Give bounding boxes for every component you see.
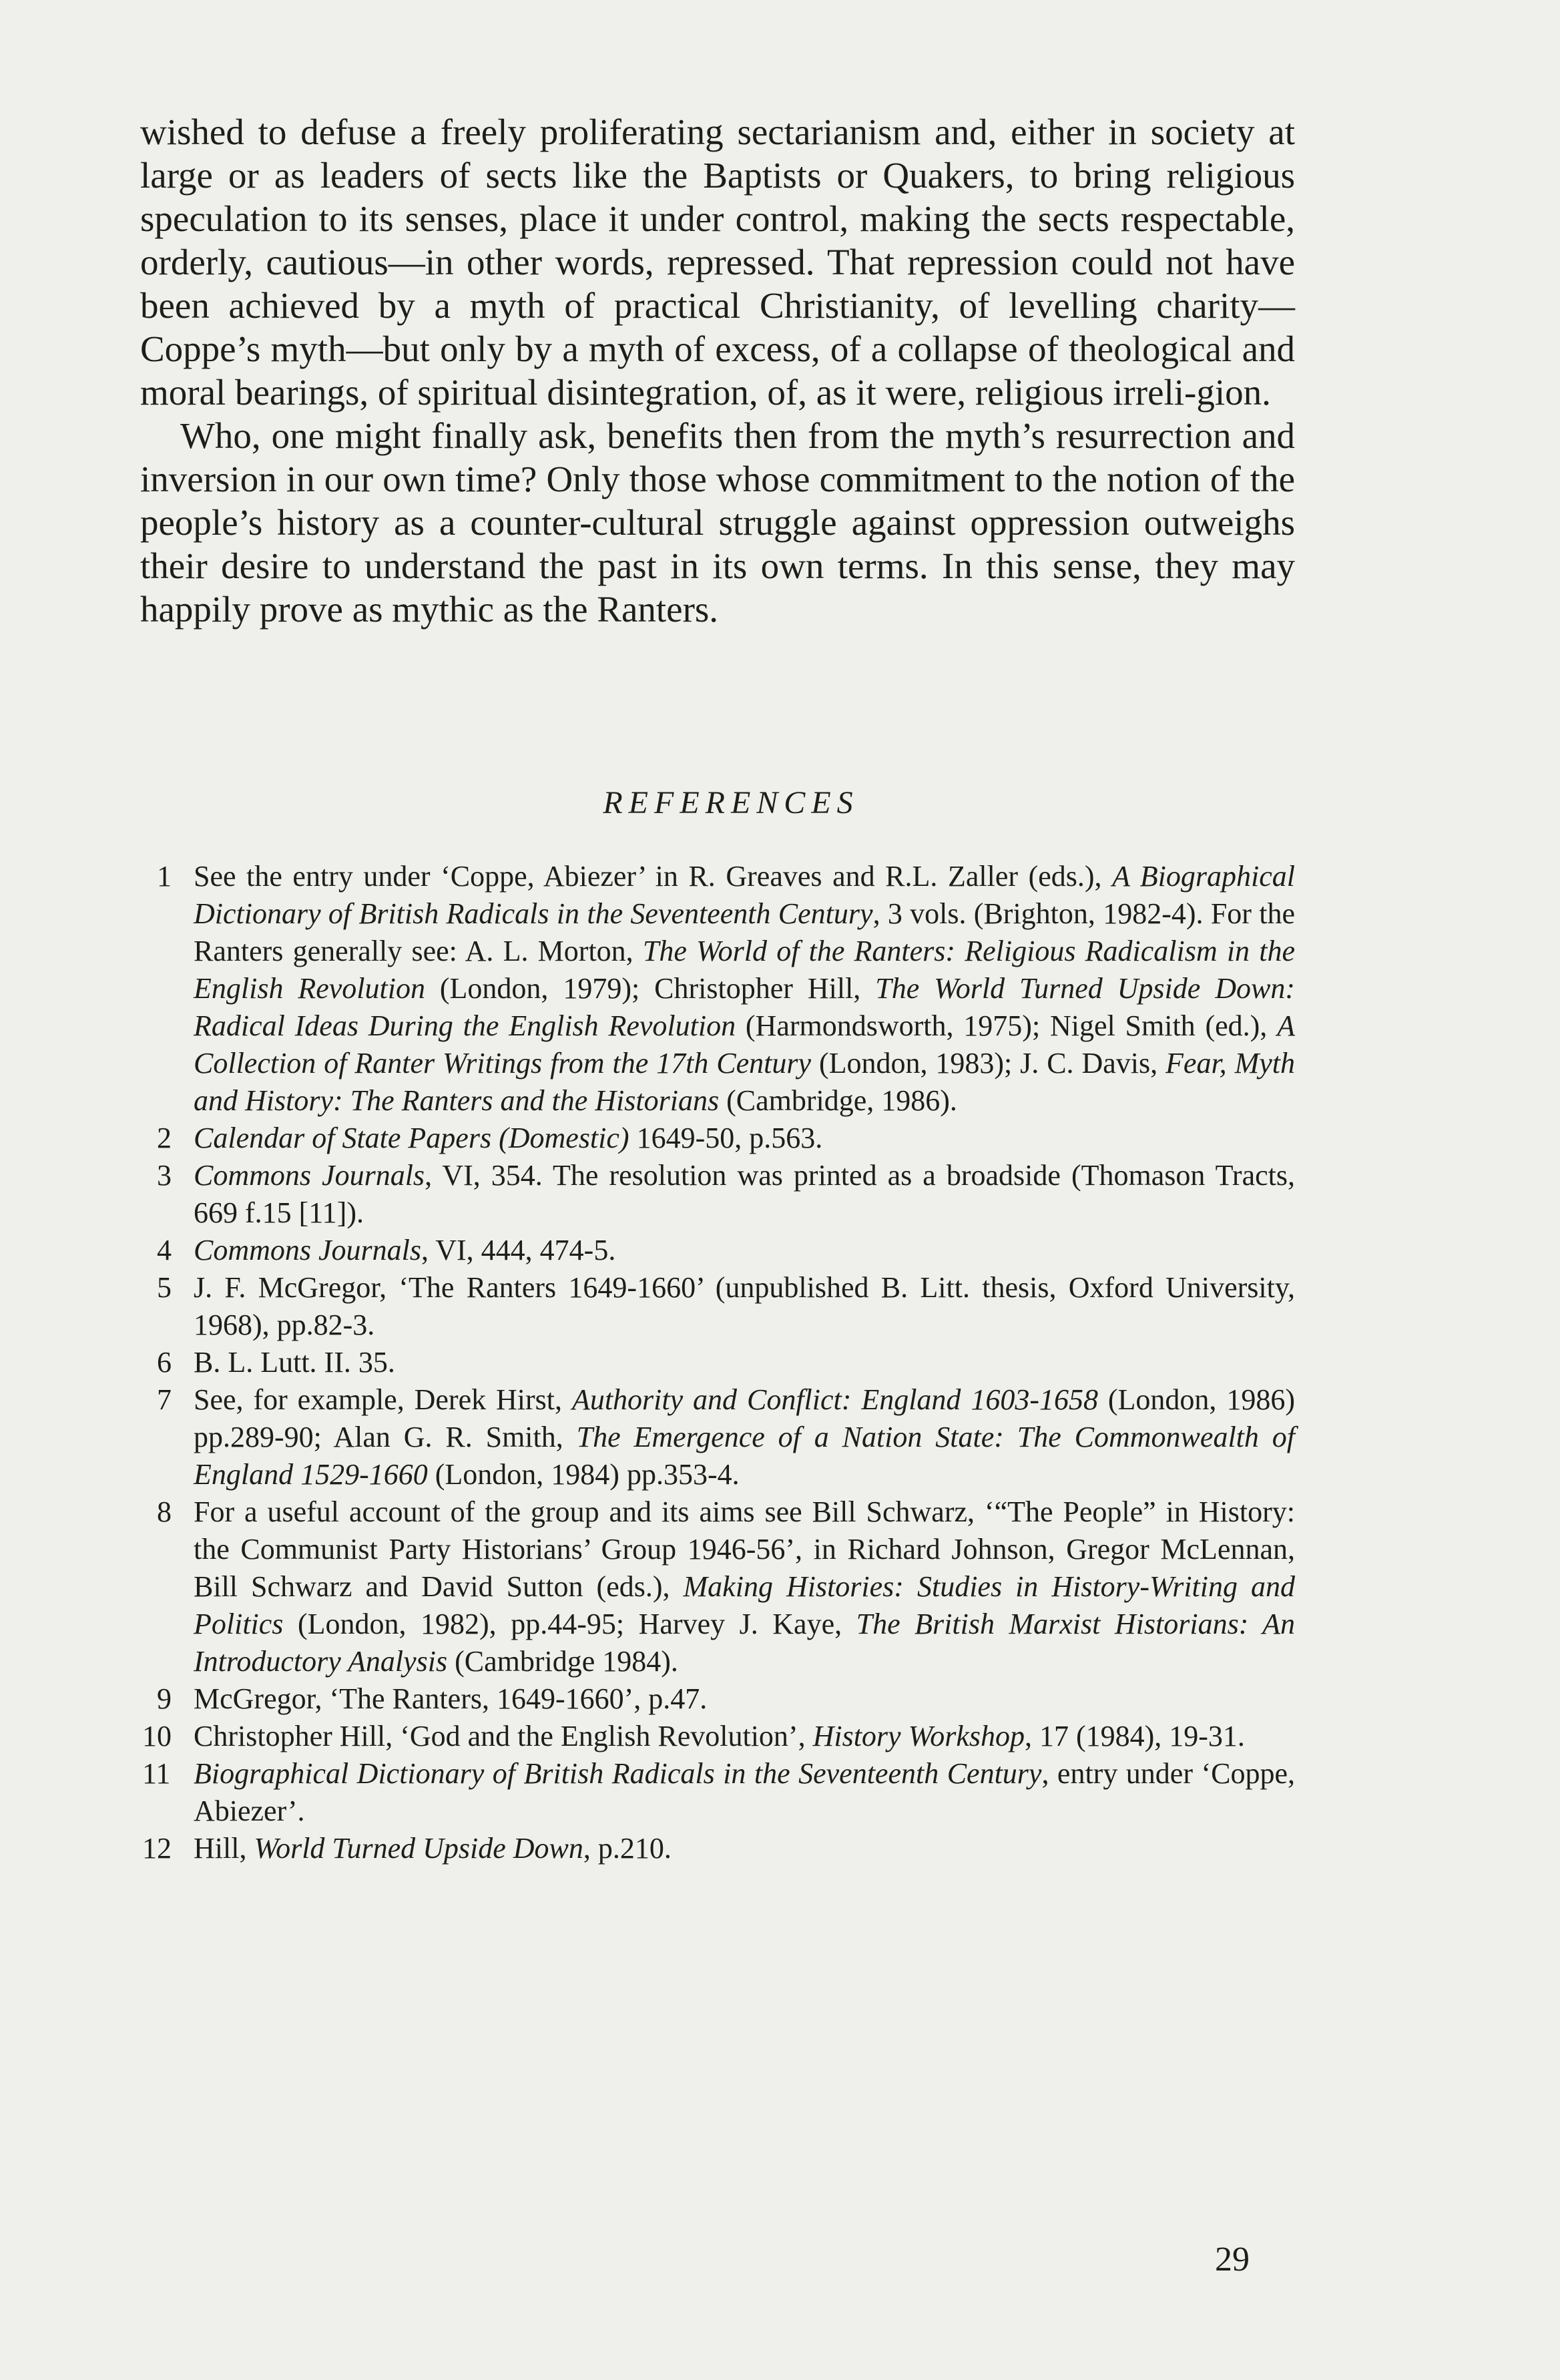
reference-text bbox=[194, 1381, 1295, 1493]
reference-italic-title: Making Histories: Studies in History-Writing and Politics bbox=[194, 1570, 1296, 1640]
reference-italic-title: A Collection of Ranter Writings from the 17th Century bbox=[194, 1009, 1295, 1080]
page-number: 29 bbox=[1215, 2240, 1250, 2279]
reference-text-segment: , VI, 354. The resolution was printed as a broadside (Thomason Tracts, 669 f.15 [11]). bbox=[194, 1159, 1295, 1229]
reference-number: 5 bbox=[157, 1271, 172, 1304]
reference-text-segment: Hill, bbox=[194, 1832, 254, 1865]
reference-text bbox=[194, 1680, 1295, 1718]
reference-text-segment: See, for example, Derek Hirst, bbox=[194, 1383, 572, 1416]
reference-text-segment: , 3 vols. (Brighton, 1982-4). For the Ranters generally see: A. L. Morton, bbox=[194, 897, 1295, 967]
reference-text bbox=[194, 1755, 1295, 1830]
reference-number: 9 bbox=[157, 1682, 172, 1715]
reference-text bbox=[194, 858, 1295, 1120]
reference-text-segment: (London, 1986) pp.289-90; Alan G. R. Smith, bbox=[194, 1383, 1295, 1453]
reference-italic-title: The World Turned Upside Down: Radical Ideas During the English Revolution bbox=[194, 972, 1295, 1042]
reference-text bbox=[194, 1269, 1295, 1344]
reference-text-segment: (London, 1982), pp.44-95; Harvey J. Kaye, bbox=[283, 1608, 856, 1640]
reference-text-segment: Christopher Hill, ‘God and the English Revolution’, bbox=[194, 1720, 813, 1752]
reference-text-segment: McGregor, ‘The Ranters, 1649-1660’, p.47. bbox=[194, 1682, 708, 1715]
reference-item bbox=[140, 1232, 1295, 1269]
reference-text-segment: , 17 (1984), 19-31. bbox=[1024, 1720, 1245, 1752]
body-paragraph-1: wished to defuse a freely proliferating sectarianism and, either in society at large or as leaders of sects like the Baptists or Quakers, to bring religious speculation to its senses, place it under control, making the sects respectable, orderly, cautious—in other words, repressed. That repression could not have been achieved by a myth of practical Christianity, of levelling charity—Coppe’s myth—but only by a myth of excess, of a collapse of theological and moral bearings, of spiritual disintegration, of, as it were, religious irreli-gion. bbox=[140, 111, 1295, 413]
reference-text-segment: For a useful account of the group and its aims see Bill Schwarz, ‘“The People” in History: the Communist Party Historians’ Group 1946-56’, in Richard Johnson, Gregor McLennan, Bill Schwarz and David Sutton (eds.), bbox=[194, 1495, 1295, 1603]
reference-text-segment: , p.210. bbox=[583, 1832, 672, 1865]
reference-item bbox=[140, 1680, 1295, 1718]
reference-number: 1 bbox=[157, 860, 172, 893]
reference-item bbox=[140, 1344, 1295, 1381]
reference-text-segment: (Cambridge, 1986). bbox=[719, 1084, 957, 1117]
reference-text bbox=[194, 1157, 1295, 1232]
reference-text-segment: , entry under ‘Coppe, Abiezer’. bbox=[194, 1757, 1295, 1827]
references-heading: REFERENCES bbox=[603, 785, 859, 820]
reference-text-segment: (London, 1984) pp.353-4. bbox=[427, 1458, 740, 1491]
reference-item bbox=[140, 1381, 1295, 1493]
reference-number: 12 bbox=[142, 1832, 172, 1865]
reference-italic-title: A Biographical Dictionary of British Radicals in the Seventeenth Century bbox=[194, 860, 1295, 930]
reference-italic-title: Commons Journals bbox=[194, 1234, 422, 1266]
reference-italic-title: World Turned Upside Down bbox=[254, 1832, 583, 1865]
body-paragraph-2: Who, one might finally ask, benefits then from the myth’s resurrection and inversion in our own time? Only those whose commitment to the notion of the people’s history as a counter-cultural struggle against oppression outweighs their desire to understand the past in its own terms. In this sense, they may happily prove as mythic as the Ranters. bbox=[140, 415, 1295, 630]
reference-text-segment: (Cambridge 1984). bbox=[447, 1645, 678, 1678]
reference-text bbox=[194, 1344, 1295, 1381]
reference-item bbox=[140, 1120, 1295, 1157]
reference-italic-title: The World of the Ranters: Religious Radicalism in the English Revolution bbox=[194, 935, 1295, 1005]
reference-text-segment: 1649-50, p.563. bbox=[629, 1122, 823, 1154]
reference-text-segment: (Harmondsworth, 1975); Nigel Smith (ed.), bbox=[736, 1009, 1278, 1042]
reference-number: 7 bbox=[157, 1383, 172, 1416]
reference-text-segment: B. L. Lutt. II. 35. bbox=[194, 1346, 395, 1379]
reference-number: 6 bbox=[157, 1346, 172, 1379]
reference-number: 2 bbox=[157, 1122, 172, 1154]
reference-italic-title: Calendar of State Papers (Domestic) bbox=[194, 1122, 629, 1154]
reference-italic-title: Authority and Conflict: England 1603-1658 bbox=[571, 1383, 1098, 1416]
reference-number: 4 bbox=[157, 1234, 172, 1266]
reference-italic-title: History Workshop bbox=[812, 1720, 1025, 1752]
reference-item bbox=[140, 1755, 1295, 1830]
reference-text-segment: , VI, 444, 474-5. bbox=[421, 1234, 616, 1266]
reference-italic-title: Commons Journals bbox=[194, 1159, 425, 1192]
reference-item bbox=[140, 1493, 1295, 1680]
reference-number: 3 bbox=[157, 1159, 172, 1192]
reference-text bbox=[194, 1830, 1295, 1867]
reference-text bbox=[194, 1120, 1295, 1157]
reference-number: 11 bbox=[142, 1757, 171, 1790]
reference-item bbox=[140, 1718, 1295, 1755]
reference-text bbox=[194, 1493, 1295, 1680]
reference-item bbox=[140, 1157, 1295, 1232]
reference-text-segment: (London, 1979); Christopher Hill, bbox=[425, 972, 876, 1005]
reference-text-segment: J. F. McGregor, ‘The Ranters 1649-1660’ (unpublished B. Litt. thesis, Oxford University, 1968), pp.82-3. bbox=[194, 1271, 1295, 1341]
body-text bbox=[140, 110, 1295, 631]
reference-italic-title: The British Marxist Historians: An Introductory Analysis bbox=[194, 1608, 1295, 1678]
reference-text-segment: (London, 1983); J. C. Davis, bbox=[811, 1047, 1166, 1080]
page bbox=[140, 110, 1295, 1867]
reference-italic-title: The Emergence of a Nation State: The Commonwealth of England 1529-1660 bbox=[194, 1421, 1295, 1491]
reference-number: 8 bbox=[157, 1495, 172, 1528]
reference-italic-title: Biographical Dictionary of British Radicals in the Seventeenth Century bbox=[194, 1757, 1042, 1790]
reference-text bbox=[194, 1232, 1295, 1269]
references-list bbox=[140, 858, 1295, 1867]
reference-item bbox=[140, 1269, 1295, 1344]
reference-text bbox=[194, 1718, 1295, 1755]
reference-text-segment: See the entry under ‘Coppe, Abiezer’ in R. Greaves and R.L. Zaller (eds.), bbox=[194, 860, 1113, 893]
reference-item bbox=[140, 1830, 1295, 1867]
reference-italic-title: Fear, Myth and History: The Ranters and the Historians bbox=[194, 1047, 1296, 1117]
reference-item bbox=[140, 858, 1295, 1120]
reference-number: 10 bbox=[142, 1720, 172, 1752]
